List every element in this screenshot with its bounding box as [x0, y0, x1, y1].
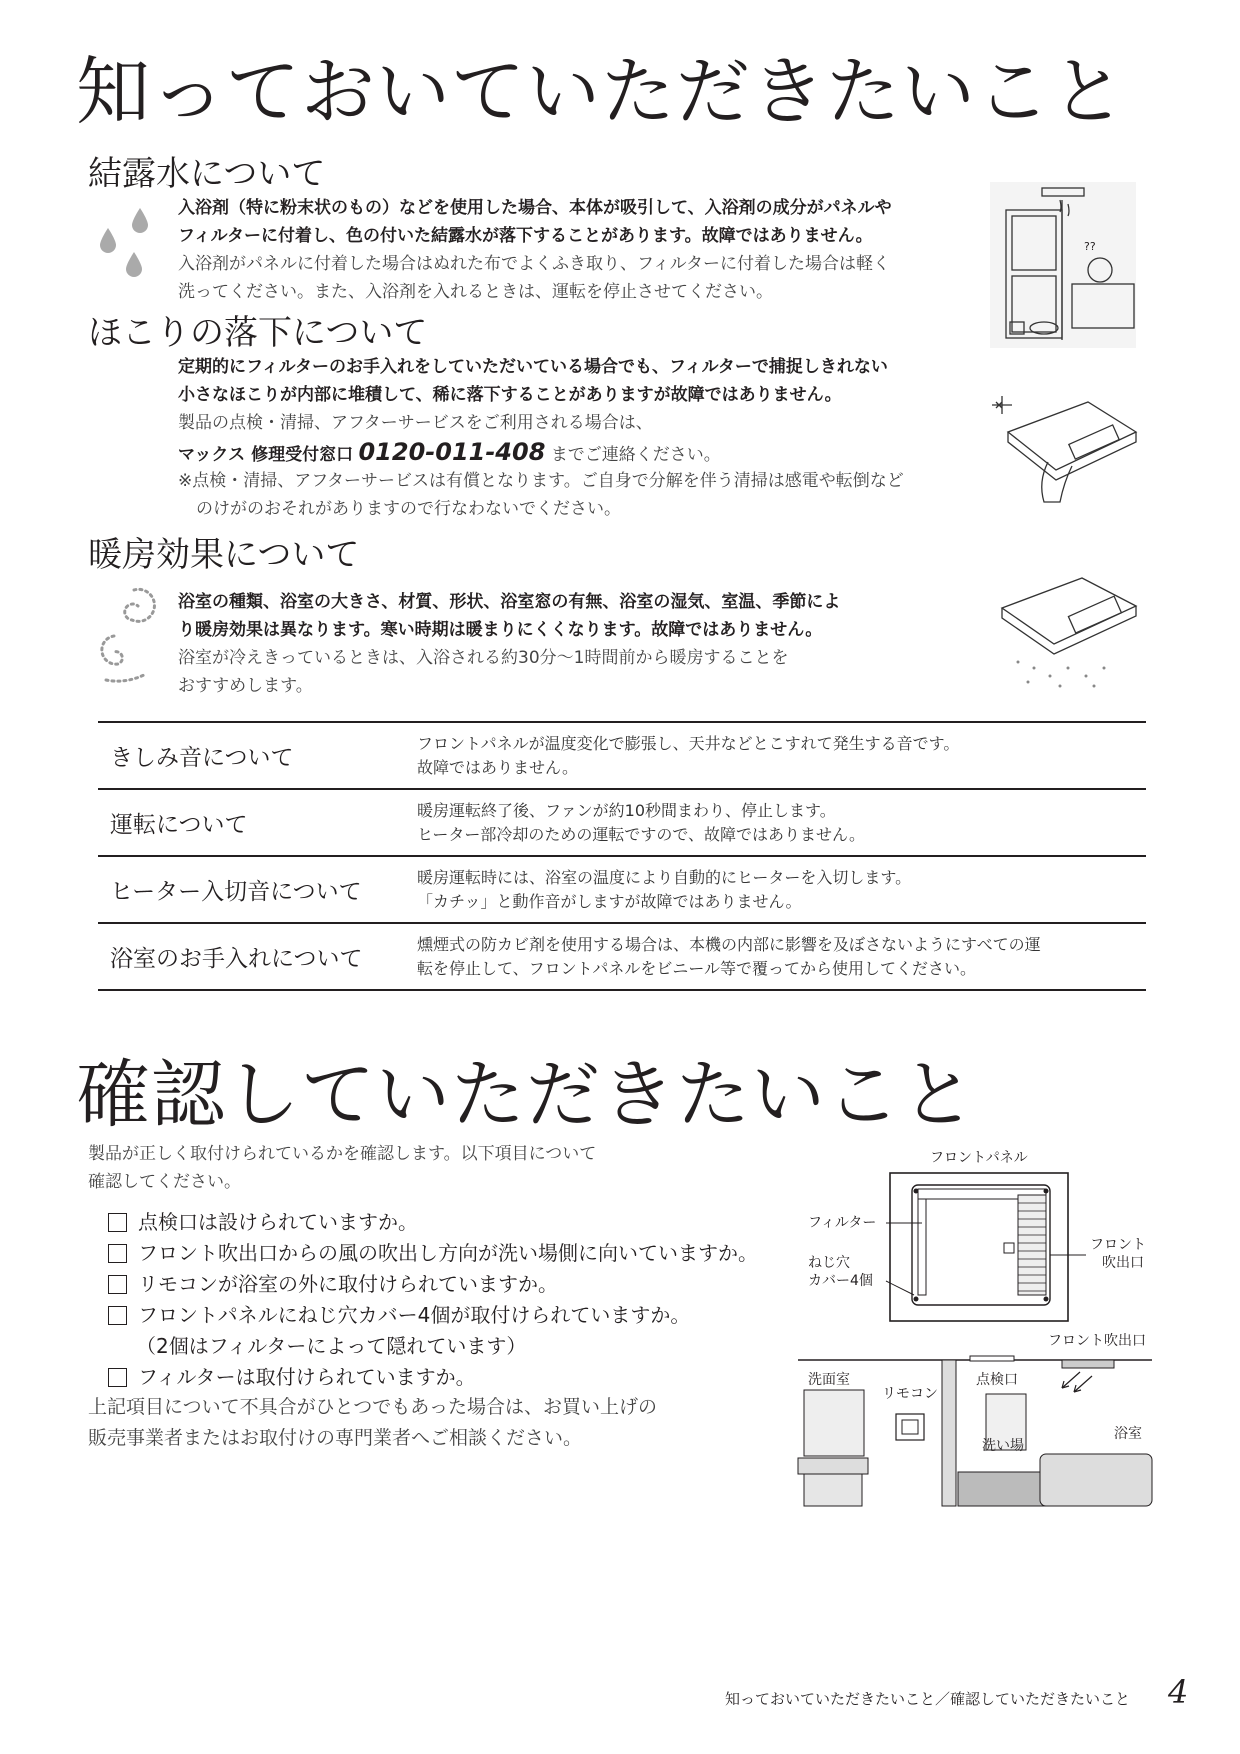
- row-heading: きしみ音について: [98, 722, 417, 789]
- body-line: 入浴剤（特に粉末状のもの）などを使用した場合、本体が吸引して、入浴剤の成分がパネルや: [178, 198, 892, 218]
- table-row: [98, 722, 1146, 789]
- body-line: り暖房効果は異なります。寒い時期は暖まりにくくなります。故障ではありません。: [178, 620, 823, 640]
- bathtub: [1040, 1454, 1152, 1506]
- confirm-intro: [88, 1140, 748, 1196]
- checklist-subnote: （2個はフィルターによって隠れています）: [136, 1334, 527, 1358]
- row-description: フロントパネルが温度変化で膨張し、天井などとこすれて発生する音です。 故障ではありません。: [417, 722, 1146, 789]
- table-row: [98, 789, 1146, 856]
- front-panel-diagram: [800, 1145, 1160, 1330]
- checkbox[interactable]: [108, 1213, 127, 1232]
- mirror: [804, 1390, 864, 1456]
- label-front-outlet-full: フロント吹出口: [1048, 1333, 1146, 1349]
- wall: [942, 1360, 956, 1506]
- checklist-item: リモコンが浴室の外に取付けられていますか。: [108, 1269, 788, 1300]
- label-front-outlet-2: 吹出口: [1102, 1255, 1144, 1271]
- outro-line: 上記項目について不具合がひとつでもあった場合は、お買い上げの: [88, 1396, 658, 1418]
- checklist-item: フロント吹出口からの風の吹出し方向が洗い場側に向いていますか。: [108, 1238, 788, 1269]
- row-heading: ヒーター入切音について: [98, 856, 417, 923]
- confirm-title: 確認していただきたいこと: [76, 1052, 976, 1138]
- intro-line: 製品が正しく取付けられているかを確認します。以下項目について: [88, 1144, 597, 1164]
- section-body-heating: [178, 588, 958, 700]
- intro-line: 確認してください。: [88, 1172, 241, 1192]
- outlet-grille: [1018, 1195, 1046, 1295]
- table-row: [98, 856, 1146, 923]
- label-washing-area: 洗い場: [982, 1438, 1024, 1454]
- main-title: 知っておいていただきたいこと: [76, 49, 1126, 135]
- checkbox[interactable]: [108, 1275, 127, 1294]
- body-line: フィルターに付着し、色の付いた結露水が落下することがあります。故障ではありません。: [178, 226, 873, 246]
- checklist-item: フィルターは取付けられていますか。: [108, 1362, 788, 1393]
- body-line: 定期的にフィルターのお手入れをしていただいている場合でも、フィルターで捕捉しきれない: [178, 357, 888, 377]
- checkbox[interactable]: [108, 1368, 127, 1387]
- checkbox[interactable]: [108, 1306, 127, 1325]
- room-layout-diagram: [790, 1330, 1160, 1510]
- table-row: [98, 923, 1146, 990]
- water-drops-icon: [96, 200, 156, 290]
- section-body-condensation: [178, 194, 958, 306]
- checklist-item: フロントパネルにねじ穴カバー4個が取付けられていますか。: [108, 1300, 788, 1331]
- section-title-dust: ほこりの落下について: [88, 313, 428, 353]
- body-line: 小さなほこりが内部に堆積して、稀に落下することがありますが故障ではありません。: [178, 385, 842, 405]
- section-body-dust: [178, 353, 958, 523]
- note-line: ※点検・清掃、アフターサービスは有償となります。ご自身で分解を伴う清掃は感電や転倒など: [178, 471, 904, 491]
- label-remote: リモコン: [882, 1386, 938, 1402]
- contact-phone: 0120-011-408: [358, 438, 546, 466]
- label-inspection: 点検口: [976, 1372, 1018, 1388]
- row-heading: 運転について: [98, 789, 417, 856]
- label-bathroom: 浴室: [1114, 1426, 1142, 1442]
- body-line: 入浴剤がパネルに付着した場合はぬれた布でよくふき取り、フィルターに付着した場合は軽く: [178, 254, 890, 274]
- note-line: のけがのおそれがありますので行なわないでください。: [196, 499, 621, 519]
- body-line: 製品の点検・清掃、アフターサービスをご利用される場合は、: [178, 413, 653, 433]
- contact-line: [178, 437, 958, 467]
- section-title-condensation: 結露水について: [88, 154, 326, 194]
- contact-label: マックス 修理受付窓口: [178, 445, 354, 465]
- row-description: 燻煙式の防カビ剤を使用する場合は、本機の内部に影響を及ぼさないようにすべての運 転を停止して、フロントパネルをビニール等で覆ってから使用してください。: [417, 923, 1146, 990]
- label-screw-1: ねじ穴: [808, 1255, 850, 1271]
- svg-text:??: ??: [1084, 240, 1096, 253]
- row-heading: 浴室のお手入れについて: [98, 923, 417, 990]
- section-title-heating: 暖房効果について: [88, 535, 360, 575]
- outro-line: 販売事業者またはお取付けの専門業者へご相談ください。: [88, 1427, 583, 1449]
- page-number: 4: [1168, 1673, 1189, 1711]
- filter-cleaning-illustration: [988, 392, 1138, 512]
- checklist-item: 点検口は設けられていますか。: [108, 1207, 788, 1238]
- checkbox[interactable]: [108, 1244, 127, 1263]
- confirm-outro: [88, 1392, 768, 1454]
- contact-suffix: までご連絡ください。: [550, 445, 721, 465]
- label-front-panel: フロントパネル: [930, 1150, 1028, 1166]
- heat-swirl-icon: [92, 580, 162, 690]
- body-line: おすすめします。: [178, 676, 313, 696]
- notes-table: [98, 721, 1146, 991]
- row-description: 暖房運転終了後、ファンが約10秒間まわり、停止します。 ヒーター部冷却のための運転ですので、故障ではありません。: [417, 789, 1146, 856]
- floor: [958, 1472, 1048, 1506]
- body-line: 浴室の種類、浴室の大きさ、材質、形状、浴室窓の有無、浴室の湿気、室温、季節によ: [178, 592, 841, 612]
- label-washroom: 洗面室: [808, 1372, 850, 1388]
- label-filter: フィルター: [808, 1215, 877, 1231]
- label-front-outlet-1: フロント: [1090, 1237, 1146, 1253]
- row-description: 暖房運転時には、浴室の温度により自動的にヒーターを入切します。 「カチッ」と動作音がしますが故障ではありません。: [417, 856, 1146, 923]
- label-screw-2: カバー4個: [808, 1273, 873, 1289]
- body-line: 洗ってください。また、入浴剤を入れるときは、運転を停止させてください。: [178, 282, 773, 302]
- footer-text: 知っておいていただきたいこと／確認していただきたいこと: [725, 1690, 1131, 1708]
- bathroom-illustration: [988, 180, 1138, 350]
- body-line: 浴室が冷えきっているときは、入浴される約30分～1時間前から暖房することを: [178, 648, 789, 668]
- heater-unit-illustration: [988, 572, 1138, 692]
- checklist: [108, 1207, 788, 1393]
